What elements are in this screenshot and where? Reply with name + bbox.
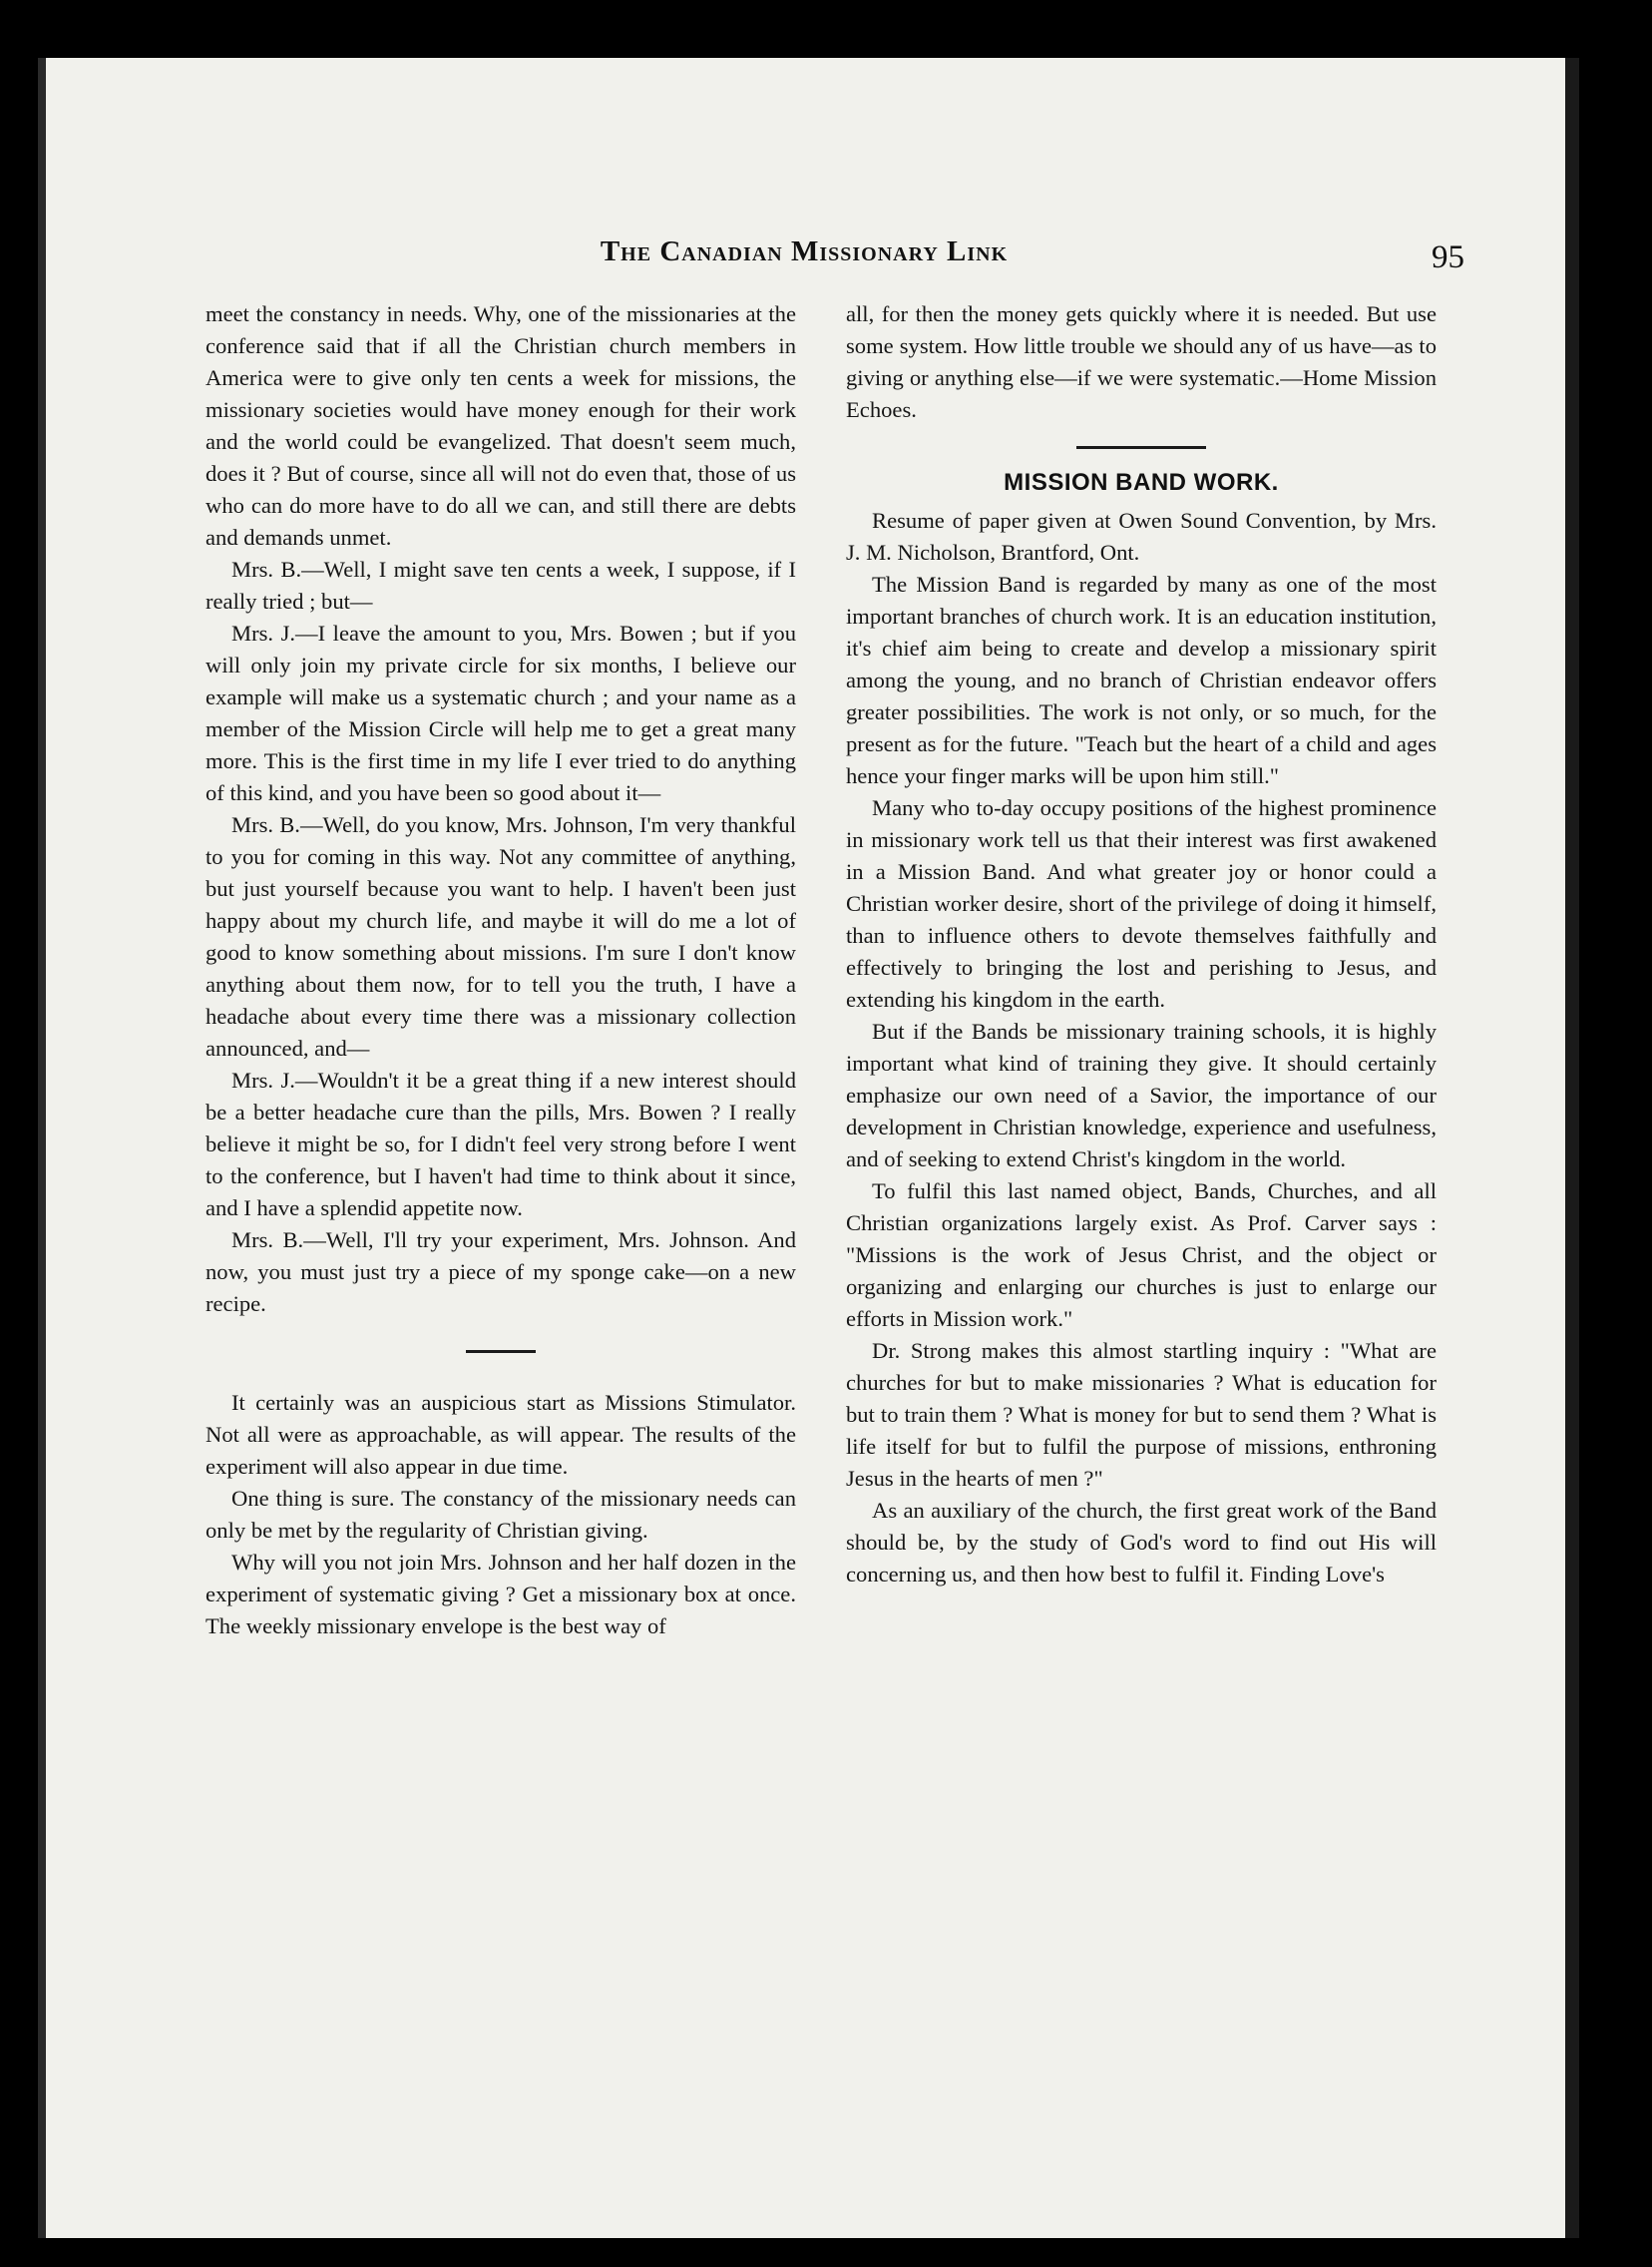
paragraph: One thing is sure. The constancy of the missionary needs can only be met by the regularity of Christian giving. [206,1486,796,1543]
section-heading: MISSION BAND WORK. [1004,469,1279,496]
paragraph: Dr. Strong makes this almost startling inquiry : "What are churches for but to make missionaries ? What is education for but to train them ? What is money for but to send them ? What is life itself for but to fulfil the purpose of missions, enthroning Jesus in the hearts of men ?" [846,1338,1437,1491]
section-divider [1076,446,1206,449]
page-content [206,174,1492,2149]
running-header [206,235,1492,285]
paragraph: But if the Bands be missionary training schools, it is highly important what kind of training they give. It should certainly emphasize our own need of a Savior, the importance of our development in Christian knowledge, experience and usefulness, and of seeking to extend Christ's kingdom in the world. [846,1019,1437,1171]
page-number: 95 [1432,239,1464,275]
left-column [206,298,796,1642]
paragraph: As an auxiliary of the church, the first great work of the Band should be, by the study of God's word to find out His will concerning us, and then how best to fulfil it. Finding Love's [846,1498,1437,1587]
magazine-page [38,58,1579,2238]
paragraph: Resume of paper given at Owen Sound Convention, by Mrs. J. M. Nicholson, Brantford, Ont. [846,508,1437,565]
right-column [846,298,1437,1590]
section-divider [466,1350,536,1353]
paragraph: It certainly was an auspicious start as Missions Stimulator. Not all were as approachable, as will appear. The results of the experiment will also appear in due time. [206,1390,796,1479]
paragraph: The Mission Band is regarded by many as one of the most important branches of church work. It is an education institution, it's chief aim being to create and develop a missionary spirit among the young, and no branch of Christian endeavor offers greater possibilities. The work is not only, or so much, for the present as for the future. "Teach but the heart of a child and ages hence your finger marks will be upon him still." [846,572,1437,788]
paragraph: meet the constancy in needs. Why, one of the missionaries at the conference said that if all the Christian church members in America were to give only ten cents a week for missions, the missionary societies would have money enough for their work and the world could be evangelized. That doesn't seem much, does it ? But of course, since all will not do even that, those of us who can do more have to do all we can, and still there are debts and demands unmet. [206,301,796,550]
paragraph: To fulfil this last named object, Bands, Churches, and all Christian organizations largely exist. As Prof. Carver says : "Missions is the work of Jesus Christ, and the object or organizing and enlarging our churches is just to enlarge our efforts in Mission work." [846,1178,1437,1331]
paragraph: Many who to-day occupy positions of the highest prominence in missionary work tell us that their interest was first awakened in a Mission Band. And what greater joy or honor could a Christian worker desire, short of the privilege of doing it himself, than to influence others to devote themselves faithfully and effectively to bringing the lost and perishing to Jesus, and extending his kingdom in the earth. [846,795,1437,1012]
paragraph: Mrs. B.—Well, I might save ten cents a week, I suppose, if I really tried ; but— [206,557,796,614]
paragraph: all, for then the money gets quickly where it is needed. But use some system. How little trouble we should any of us have—as to giving or anything else—if we were systematic.—Home Mission Echoes. [846,301,1437,422]
paragraph: Mrs. J.—I leave the amount to you, Mrs. Bowen ; but if you will only join my private circle for six months, I believe our example will make us a systematic church ; and your name as a member of the Mission Circle will help me to get a great many more. This is the first time in my life I ever tried to do anything of this kind, and you have been so good about it— [206,621,796,805]
paragraph: Why will you not join Mrs. Johnson and her half dozen in the experiment of systematic giving ? Get a missionary box at once. The weekly missionary envelope is the best way of [206,1550,796,1638]
paragraph: Mrs. J.—Wouldn't it be a great thing if a new interest should be a better headache cure than the pills, Mrs. Bowen ? I really believe it might be so, for I didn't feel very strong before I went to the conference, but I haven't had time to think about it since, and I have a splendid appetite now. [206,1068,796,1220]
paragraph: Mrs. B.—Well, I'll try your experiment, Mrs. Johnson. And now, you must just try a piece of my sponge cake—on a new recipe. [206,1227,796,1316]
paragraph: Mrs. B.—Well, do you know, Mrs. Johnson, I'm very thankful to you for coming in this way. Not any committee of anything, but just yourself because you want to help. I haven't been just happy about my church life, and maybe it will do me a lot of good to know something about missions. I'm sure I don't know anything about them now, for to tell you the truth, I have a headache about every time there was a missionary collection announced, and— [206,812,796,1061]
publication-title: The Canadian Missionary Link [600,235,1009,267]
